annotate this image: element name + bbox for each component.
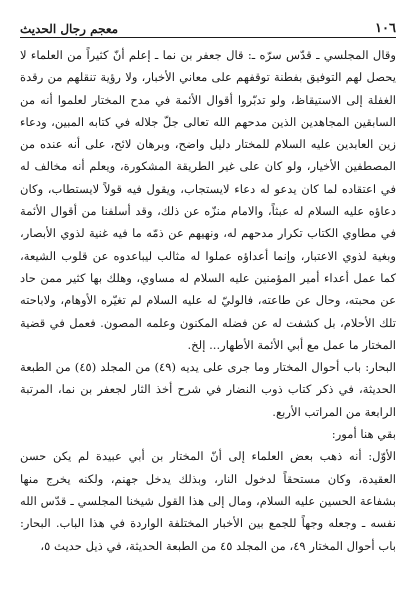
- page-body: [20, 44, 396, 557]
- paragraph-majlisi-quote: وقال المجلسي ـ قدّس سرّه ـ: قال جعفر بن نما ـ إعلم أنّ كثيراً من العلماء لا يحصل لهم التوفيق بفطنة توقفهم على معاني الأخبار، ولا رؤية تنقلهم من رقدة الغفلة إلى الاستيقاظ، ولو تدبّروا أقوال الأئمة في مدح المختار لعلموا أنه من السابقين المجاهدين الذين مدحهم الله تعالى جلّ جلاله في كتابه المبين، ودعاء زين العابدين عليه السلام للمختار دليل واضح، وبرهان لائح، على أنه عنده من المصطفين الأخيار، ولو كان على غير الطريقة المشكورة، ويعلم أنه مخالف له في اعتقاده لما كان يدعو له دعاء لايستجاب، ويقول فيه قولاً لايستطاب، وكان دعاؤه عليه السلام له عبثاً، والامام منزّه عن ذلك، وقد أسلفنا من أقوال الأئمة في مطاوي الكتاب تكرار مدحهم له، ونهيهم عن ذمّه ما فيه غنية لذوي الأبصار، وبغية لذوي الاعتبار، وإنما أعداؤه عملوا له مثالب ليباعدوه عن قلوب الشيعة، كما عمل أعداء أمير المؤمنين عليه السلام له مساوي، وهلك بها كثير ممن حاد عن محبته، وحال عن طاعته، فالوليّ له عليه السلام لم تغيّره الأوهام، ولاباحته تلك الأحلام، بل كشفت له عن فضله المكنون وعلمه المصون. فعمل في قضية المختار ما عمل مع أبي الأئمة الأطهار... إلخ.: [20, 48, 396, 352]
- running-title: معجم رجال الحديث: [20, 22, 119, 36]
- header-rule: [20, 37, 396, 38]
- paragraph-bihar-citation: البحار: باب أحوال المختار وما جرى على يديه (٤٩) من المجلد (٤٥) من الطبعة الحديثة، في ذكر كتاب ذوب النضار في شرح أخذ الثار لجعفر بن نما، المرتبة الرابعة من المراتب الأربع.: [20, 360, 396, 419]
- page-number: ١٠٦: [375, 21, 396, 36]
- page-header: [20, 12, 396, 36]
- paragraph-remaining-matters: بقي هنا أمور:: [331, 427, 396, 442]
- paragraph-first-matter: الأوّل: أنه ذهب بعض العلماء إلى أنّ المختار بن أبي عبيدة لم يكن حسن العقيدة، وكان مستحقاً لدخول النار، وبذلك يدخل جهنم، ولكنه يخرج منها بشفاعة الحسين عليه السلام، ومال إلى هذا القول شيخنا المجلسي ـ قدّس الله نفسه ـ وجعله وجهاً للجمع بين الأخبار المختلفة الواردة في هذا الباب. البحار: باب أحوال المختار ٤٩، من المجلد ٤٥ من الطبعة الحديثة، في ذيل حديث ٥،: [20, 449, 396, 553]
